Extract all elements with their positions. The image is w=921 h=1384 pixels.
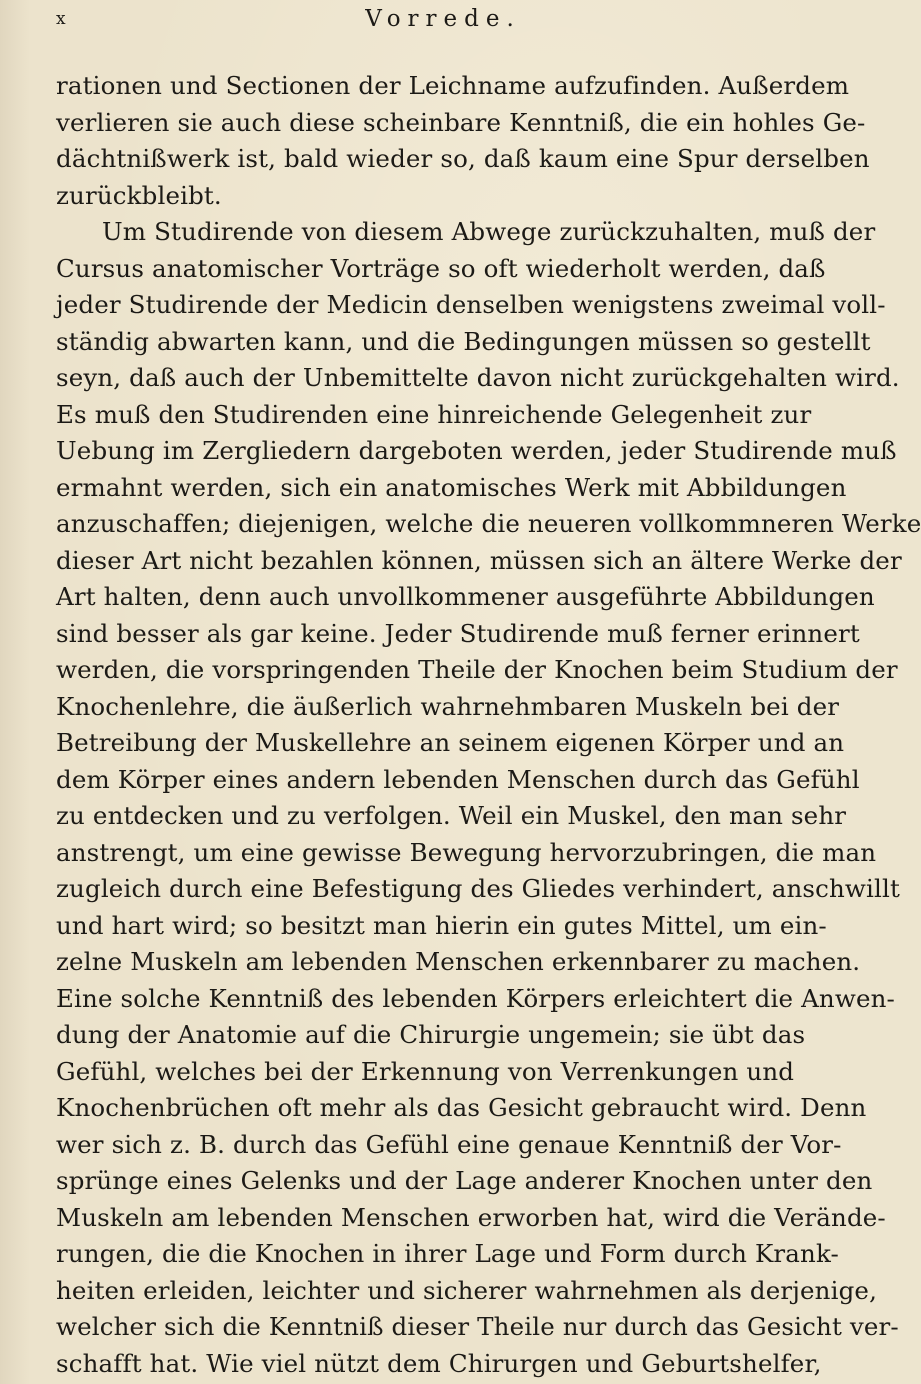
text-line: welcher sich die Kenntniß dieser Theile nur durch das Gesicht ver- (56, 1312, 899, 1341)
text-line: jeder Studirende der Medicin denselben wenigstens zweimal voll- (56, 290, 886, 319)
text-line: anstrengt, um eine gewisse Bewegung hervorzubringen, die man (56, 837, 877, 867)
text-line: verlieren sie auch diese scheinbare Kenntniß, die ein hohles Ge- (56, 107, 866, 137)
text-line: ermahnt werden, sich ein anatomisches Werk mit Abbildungen (56, 472, 847, 502)
text-line: zurückbleibt. (56, 180, 222, 210)
running-title: Vorrede. (365, 6, 521, 32)
text-line: schafft hat. Wie viel nützt dem Chirurgen und Geburtshelfer, (56, 1348, 822, 1378)
paragraph-start-line: Um Studirende von diesem Abwege zurückzuhalten, muß der (102, 217, 876, 246)
text-line: werden, die vorspringenden Theile der Knochen beim Studium der (56, 655, 898, 684)
text-line: wer sich z. B. durch das Gefühl eine genaue Kenntniß der Vor- (56, 1129, 842, 1159)
text-line: zu entdecken und zu verfolgen. Weil ein Muskel, den man sehr (56, 801, 847, 830)
text-line: dem Körper eines andern lebenden Menschen durch das Gefühl (56, 764, 860, 794)
text-line: Betreibung der Muskellehre an seinem eigenen Körper und an (56, 728, 845, 757)
text-line: rationen und Sectionen der Leichname aufzufinden. Außerdem (56, 71, 850, 100)
text-line: zugleich durch eine Befestigung des Gliedes verhindert, anschwillt (56, 874, 901, 903)
text-line: Cursus anatomischer Vorträge so oft wiederholt werden, daß (56, 253, 826, 283)
text-line: Es muß den Studirenden eine hinreichende Gelegenheit zur (56, 399, 812, 429)
page-number: x (56, 9, 67, 29)
text-line: Eine solche Kenntniß des lebenden Körpers erleichtert die Anwen- (56, 983, 895, 1013)
text-line: sprünge eines Gelenks und der Lage anderer Knochen unter den (56, 1166, 873, 1195)
text-line: Gefühl, welches bei der Erkennung von Verrenkungen und (56, 1056, 795, 1086)
text-line: und hart wird; so besitzt man hierin ein gutes Mittel, um ein- (56, 910, 827, 940)
text-line: rungen, die die Knochen in ihrer Lage und Form durch Krank- (56, 1239, 839, 1268)
text-line: anzuschaffen; diejenigen, welche die neueren vollkommneren Werke (56, 509, 921, 538)
text-line: zelne Muskeln am lebenden Menschen erkennbarer zu machen. (56, 947, 861, 976)
text-line: heiten erleiden, leichter und sicherer wahrnehmen als derjenige, (56, 1275, 878, 1305)
running-head (56, 0, 770, 44)
text-line: Uebung im Zergliedern dargeboten werden, jeder Studirende muß (56, 436, 897, 465)
text-line: dächtnißwerk ist, bald wieder so, daß kaum eine Spur derselben (56, 144, 870, 173)
text-line: ständig abwarten kann, und die Bedingungen müssen so gestellt (56, 326, 871, 356)
text-line: seyn, daß auch der Unbemittelte davon nicht zurückgehalten wird. (56, 363, 900, 392)
text-line: dung der Anatomie auf die Chirurgie ungemein; sie übt das (56, 1020, 806, 1049)
text-line: Art halten, denn auch unvollkommener ausgeführte Abbildungen (56, 582, 875, 611)
body-text (56, 68, 921, 1382)
text-line: dieser Art nicht bezahlen können, müssen sich an ältere Werke der (56, 545, 902, 575)
text-line: Knochenbrüchen oft mehr als das Gesicht gebraucht wird. Denn (56, 1093, 867, 1122)
text-line: Knochenlehre, die äußerlich wahrnehmbaren Muskeln bei der (56, 691, 840, 721)
text-line: sind besser als gar keine. Jeder Studirende muß ferner erinnert (56, 618, 860, 648)
text-line: Muskeln am lebenden Menschen erworben hat, wird die Verände- (56, 1202, 886, 1232)
